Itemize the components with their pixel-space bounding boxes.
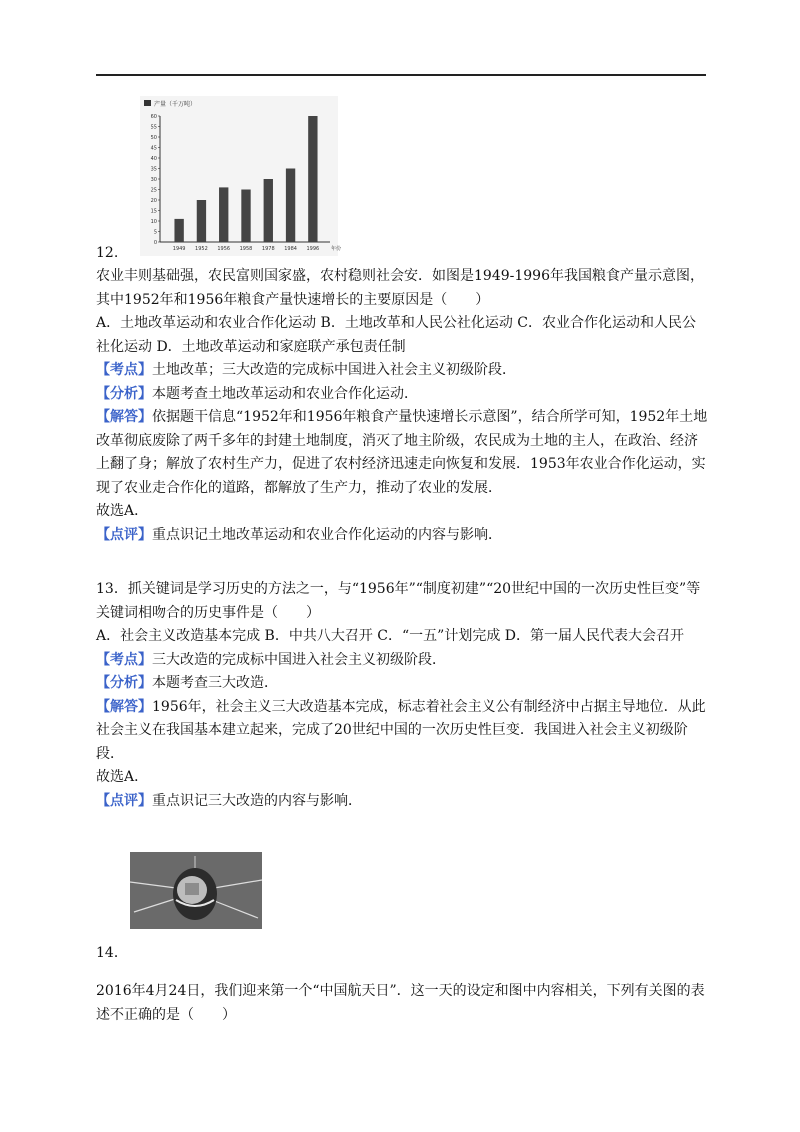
header-rule	[96, 74, 706, 76]
legend-label: 产量（千万吨）	[154, 101, 197, 108]
kaodian-tag: 【考点】	[96, 362, 152, 378]
question-12-block	[96, 265, 708, 547]
question-13-dianping	[96, 790, 708, 814]
y-tick-label: 10	[150, 219, 157, 225]
question-12-jieda	[96, 406, 708, 500]
question-12-dianping	[96, 524, 708, 548]
fenxi-text: 本题考查土地改革运动和农业合作化运动．	[152, 385, 418, 402]
question-13-kaodian	[96, 649, 708, 673]
fenxi-tag: 【分析】	[96, 385, 152, 402]
question-14-stem: 2016年4月24日，我们迎来第一个“中国航天日”．这一天的设定和图中内容相关，下列有关图的表述不正确的是（ ）	[96, 983, 705, 1023]
question-14-block	[96, 980, 708, 1027]
y-tick-label: 50	[150, 135, 157, 141]
question-12-answer: 故选A．	[96, 503, 149, 519]
y-tick-label: 60	[150, 114, 157, 120]
question-13-jieda	[96, 696, 708, 767]
kaodian-text: 土地改革；三大改造的完成标中国进入社会主义初级阶段．	[152, 362, 516, 378]
y-tick-label: 15	[150, 208, 157, 215]
y-tick-label: 35	[150, 166, 157, 173]
x-tick-label: 1984	[284, 246, 297, 252]
question-14-number: 14．	[96, 945, 128, 961]
x-tick-label: 1996	[306, 246, 320, 252]
jieda-text: 1956年，社会主义三大改造基本完成，标志着社会主义公有制经济中占据主导地位．从此社会主义在我国基本建立起来，完成了20世纪中国的一次历史性巨变．我国进入社会主义初级阶段．	[96, 698, 706, 762]
x-tick-label: 1956	[217, 246, 231, 252]
y-tick-label: 25	[150, 187, 157, 194]
question-12-fenxi	[96, 383, 708, 407]
satellite-photo	[130, 852, 262, 929]
question-12-options: A．土地改革运动和农业合作化运动 B．土地改革和人民公社化运动 C．农业合作化运动和人民公社化运动 D．土地改革运动和家庭联产承包责任制	[96, 315, 697, 355]
kaodian-text: 三大改造的完成标中国进入社会主义初级阶段．	[152, 651, 446, 668]
fenxi-text: 本题考查三大改造．	[152, 675, 278, 691]
grain-output-bar-chart	[140, 96, 342, 256]
x-tick-label: 1949	[172, 246, 186, 252]
y-tick-label: 30	[150, 177, 157, 183]
bar	[219, 187, 228, 242]
question-13-fenxi	[96, 672, 708, 696]
question-12-number: 12.	[96, 245, 119, 261]
dianping-tag: 【点评】	[96, 526, 152, 543]
fenxi-tag: 【分析】	[96, 675, 152, 691]
question-13-options: A．社会主义改造基本完成 B．中共八大召开 C．“一五”计划完成 D．第一届人民代表大会召开	[96, 628, 684, 644]
bar	[197, 200, 206, 242]
bar	[241, 190, 250, 243]
legend-swatch	[144, 100, 151, 106]
jieda-text: 依据题干信息“1952年和1956年粮食产量快速增长示意图”，结合所学可知，1952年土地改革彻底废除了两千多年的封建土地制度，消灭了地主阶级，农民成为土地的主人，在政治、经济上翻了身；解放了农村生产力，促进了农村经济迅速走向恢复和发展．1953年农业合作化运动，实现了农业走合作化的道路，都解放了生产力，推动了农业的发展．	[96, 409, 708, 496]
bar	[308, 116, 317, 242]
dianping-text: 重点识记三大改造的内容与影响．	[152, 792, 362, 809]
x-axis-unit: 年份	[331, 246, 342, 252]
kaodian-tag: 【考点】	[96, 651, 152, 668]
x-tick-label: 1958	[239, 246, 253, 252]
jieda-tag: 【解答】	[96, 698, 152, 715]
y-tick-label: 40	[150, 156, 157, 162]
bar	[174, 219, 183, 242]
y-tick-label: 20	[150, 198, 157, 204]
y-tick-label: 45	[150, 145, 157, 152]
question-13-answer: 故选A．	[96, 769, 149, 785]
question-12-stem: 农业丰则基础强，农民富则国家盛，农村稳则社会安．如图是1949-1996年我国粮食产量示意图，其中1952年和1956年粮食产量快速增长的主要原因是（ ）	[96, 268, 704, 308]
question-13-stem: 13．抓关键词是学习历史的方法之一，与“1956年”“制度初建”“20世纪中国的一次历史性巨变”等关键词相吻合的历史事件是（ ）	[96, 581, 701, 621]
y-tick-label: 55	[150, 124, 157, 131]
dianping-tag: 【点评】	[96, 792, 152, 809]
bar	[264, 179, 273, 242]
y-tick-label: 0	[153, 240, 157, 246]
question-13-block	[96, 578, 708, 813]
question-12-kaodian	[96, 359, 708, 383]
x-tick-label: 1978	[261, 246, 275, 252]
dianping-text: 重点识记土地改革运动和农业合作化运动的内容与影响．	[152, 526, 502, 543]
x-tick-label: 1952	[195, 246, 208, 252]
jieda-tag: 【解答】	[96, 409, 152, 425]
bar	[286, 169, 295, 243]
y-tick-label: 5	[153, 229, 157, 236]
